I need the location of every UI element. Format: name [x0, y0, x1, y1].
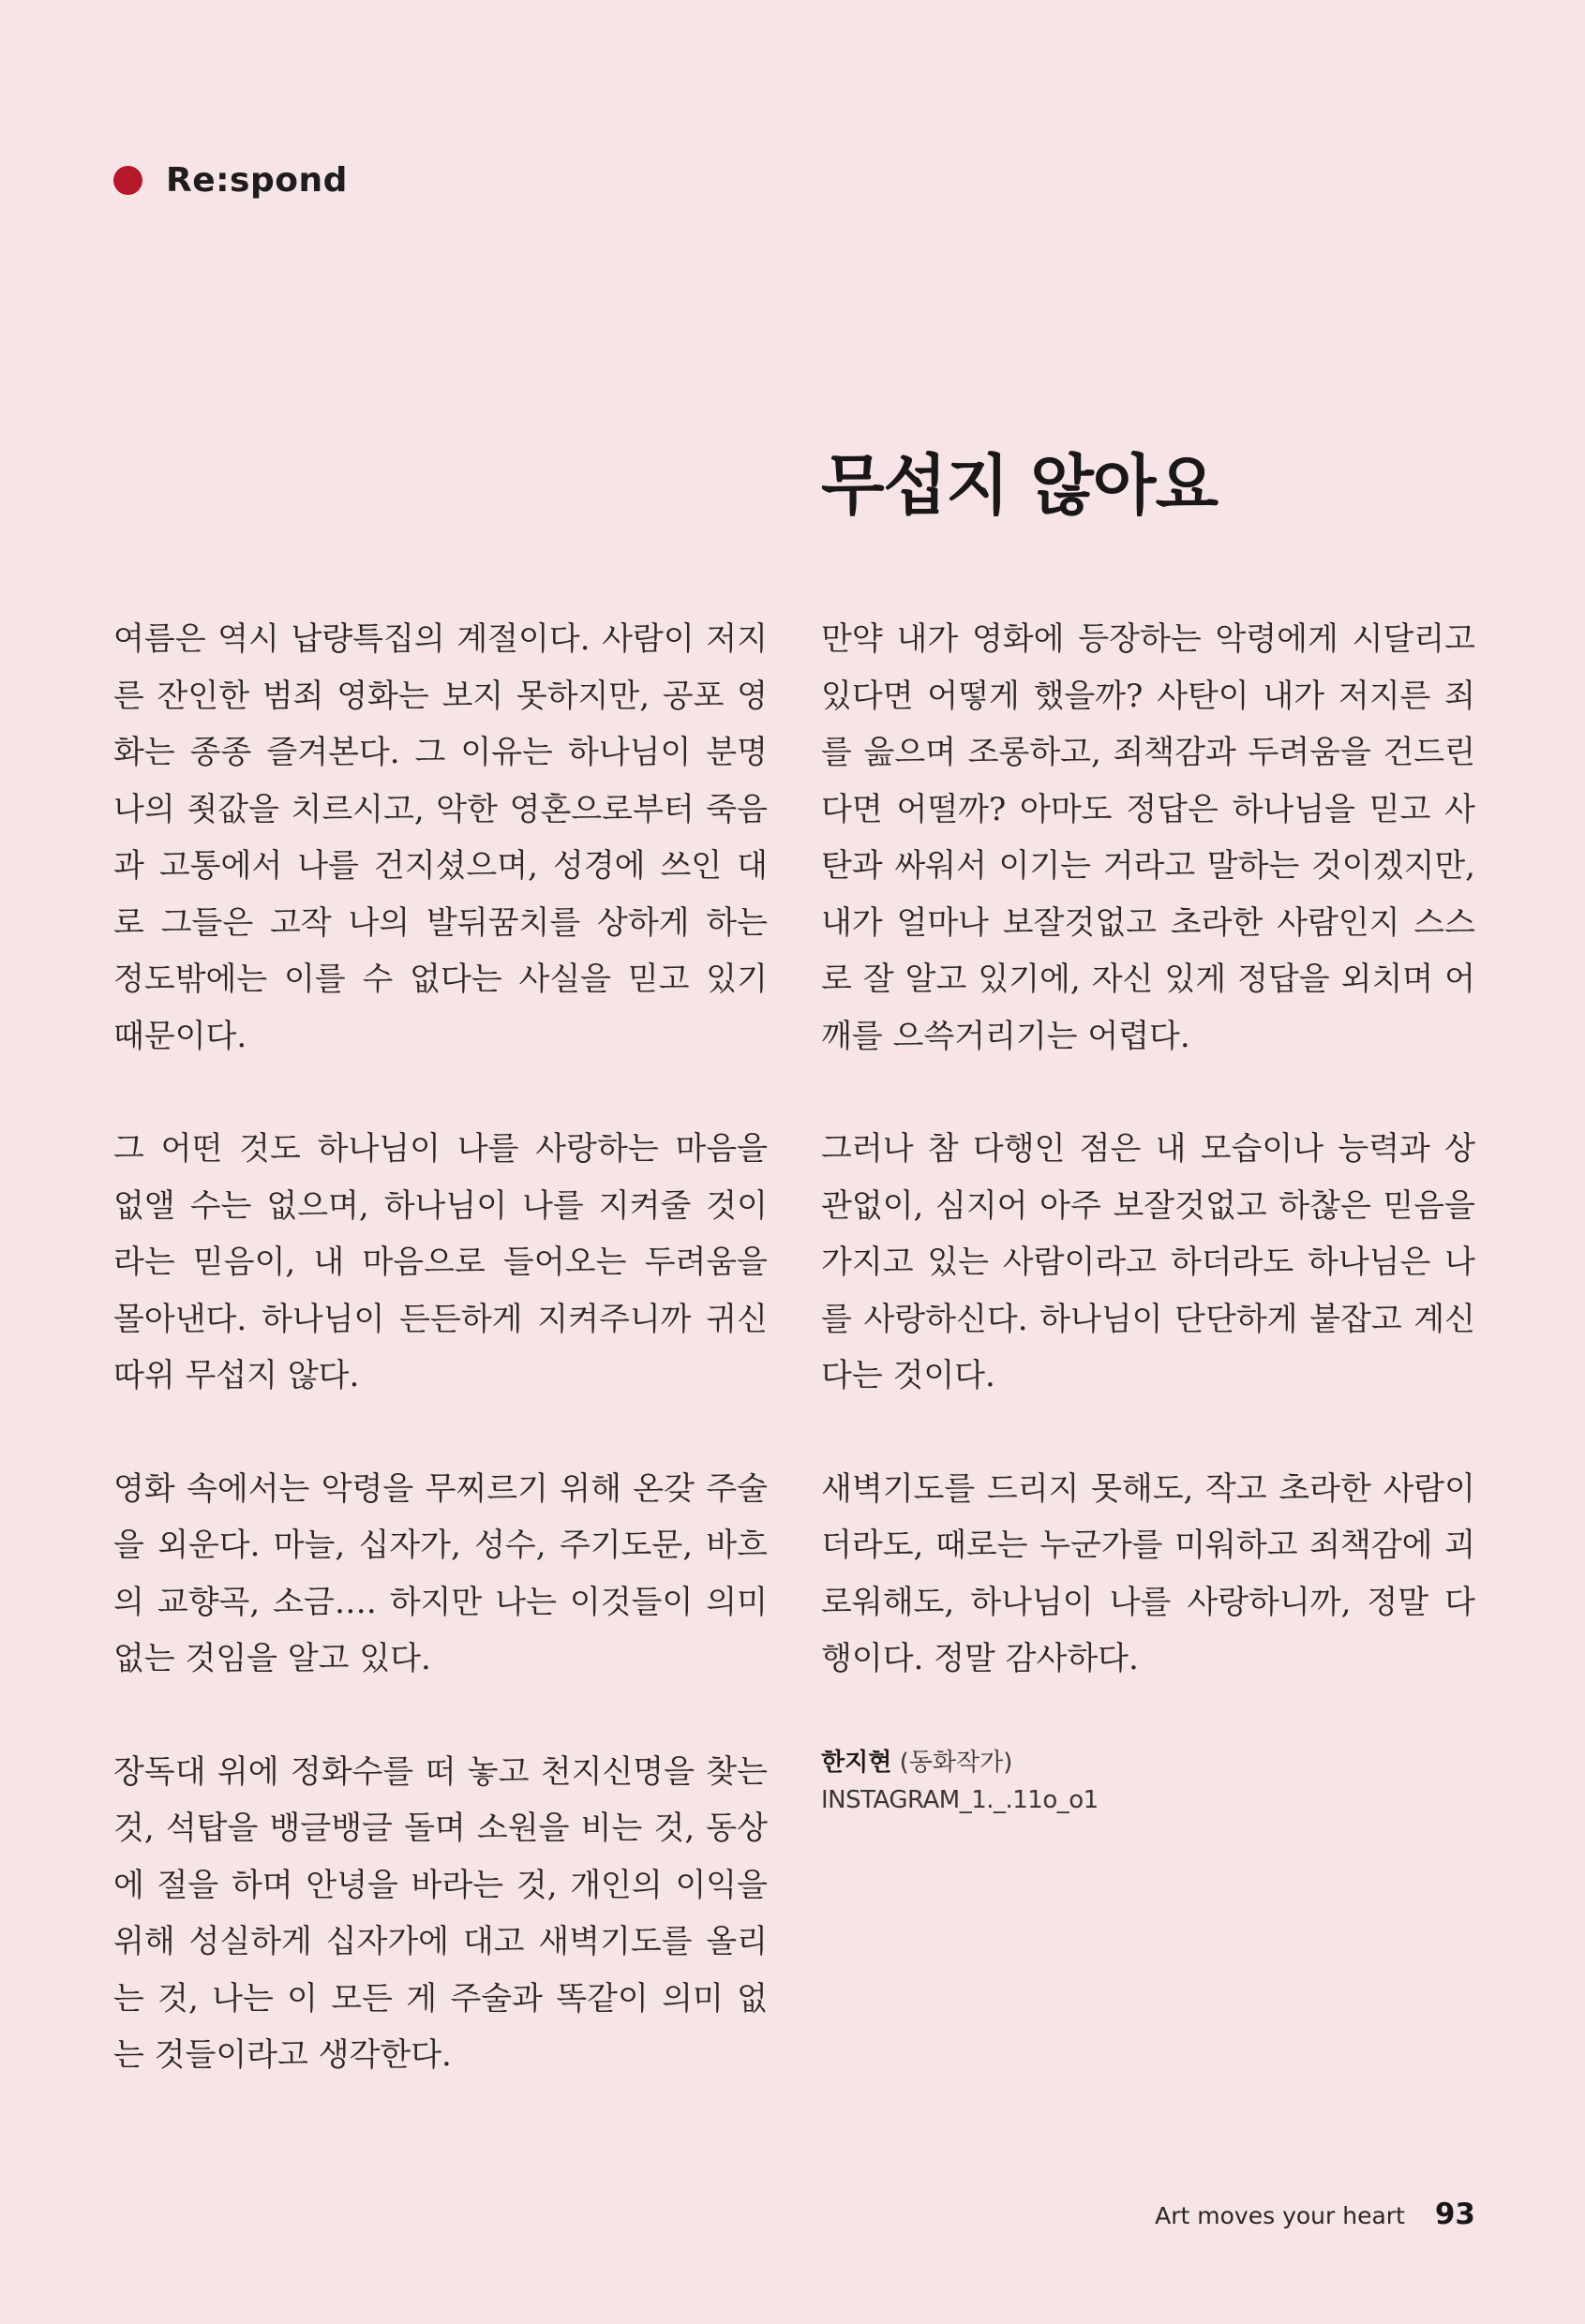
- section-label: [113, 161, 348, 200]
- page-number: 93: [1434, 2197, 1475, 2231]
- paragraph: 새벽기도를 드리지 못해도, 작고 초라한 사람이더라도, 때로는 누군가를 미워하고 죄책감에 괴로워해도, 하나님이 나를 사랑하니까, 정말 다행이다. 정말 감사하다.: [821, 1469, 1475, 1677]
- paragraph: 장독대 위에 정화수를 떠 놓고 천지신명을 찾는 것, 석탑을 뱅글뱅글 돌며 소원을 비는 것, 동상에 절을 하며 안녕을 바라는 것, 개인의 이익을 위해 성실하게 십자가에 대고 새벽기도를 올리는 것, 나는 이 모든 게 주술과 똑같이 의미 없는 것들이라고 생각한다.: [113, 1752, 768, 2074]
- right-column: [821, 611, 1475, 1819]
- paragraph: 만약 내가 영화에 등장하는 악령에게 시달리고 있다면 어떻게 했을까? 사탄이 내가 저지른 죄를 읊으며 조롱하고, 죄책감과 두려움을 건드린다면 어떨까? 아마도 정답은 하나님을 믿고 사탄과 싸워서 이기는 거라고 말하는 것이겠지만, 내가 얼마나 보잘것없고 초라한 사람인지 스스로 잘 알고 있기에, 자신 있게 정답을 외치며 어깨를 으쓱거리기는 어렵다.: [821, 620, 1475, 1055]
- page-footer: [1155, 2197, 1475, 2231]
- paragraph: 그 어떤 것도 하나님이 나를 사랑하는 마음을 없앨 수는 없으며, 하나님이 나를 지켜줄 것이라는 믿음이, 내 마음으로 들어오는 두려움을 몰아낸다. 하나님이 든든하게 지켜주니까 귀신 따위 무섭지 않다.: [113, 1130, 768, 1394]
- section-label-text: Re:spond: [166, 161, 348, 200]
- footer-tagline: Art moves your heart: [1155, 2202, 1405, 2229]
- section-dot-icon: [113, 166, 142, 195]
- author-instagram-handle: INSTAGRAM_1._.11o_o1: [821, 1785, 1099, 1814]
- article-title: 무섭지 않아요: [821, 446, 1219, 524]
- author-name: 한지현: [821, 1748, 892, 1777]
- author-role: (동화작가): [899, 1748, 1013, 1777]
- left-column: [113, 611, 768, 2140]
- author-credit: [821, 1744, 1475, 1819]
- paragraph: 영화 속에서는 악령을 무찌르기 위해 온갖 주술을 외운다. 마늘, 십자가, 성수, 주기도문, 바흐의 교향곡, 소금…. 하지만 나는 이것들이 의미 없는 것임을 알고 있다.: [113, 1469, 768, 1677]
- paragraph: 그러나 참 다행인 점은 내 모습이나 능력과 상관없이, 심지어 아주 보잘것없고 하찮은 믿음을 가지고 있는 사람이라고 하더라도 하나님은 나를 사랑하신다. 하나님이 단단하게 붙잡고 계신다는 것이다.: [821, 1130, 1475, 1394]
- paragraph: 여름은 역시 납량특집의 계절이다. 사람이 저지른 잔인한 범죄 영화는 보지 못하지만, 공포 영화는 종종 즐겨본다. 그 이유는 하나님이 분명 나의 죗값을 치르시고, 악한 영혼으로부터 죽음과 고통에서 나를 건지셨으며, 성경에 쓰인 대로 그들은 고작 나의 발뒤꿈치를 상하게 하는 정도밖에는 이를 수 없다는 사실을 믿고 있기 때문이다.: [113, 620, 768, 1055]
